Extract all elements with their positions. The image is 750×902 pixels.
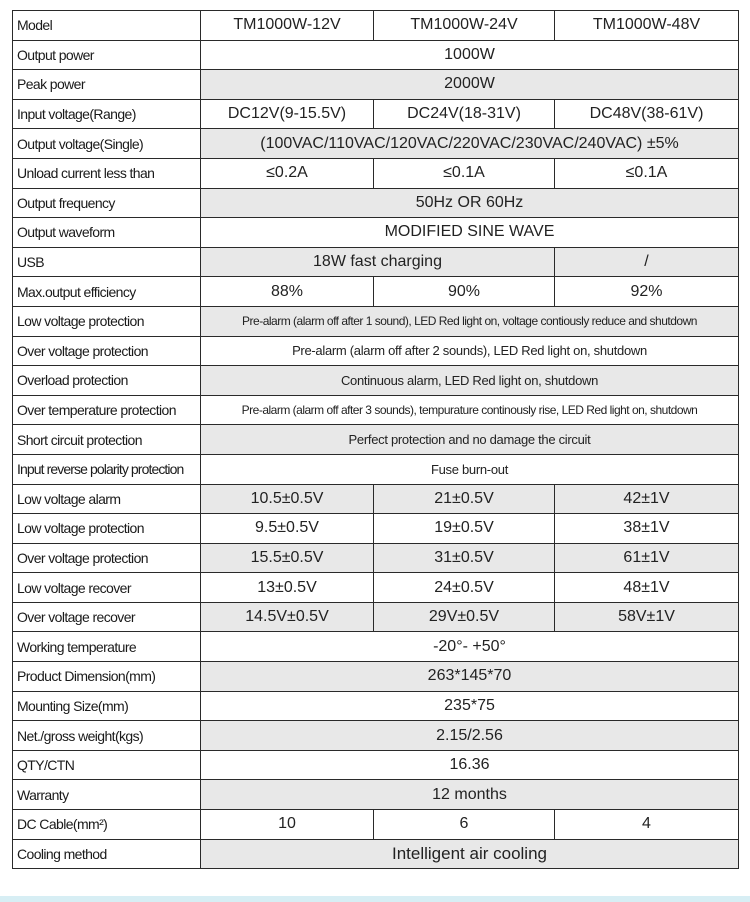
value-cell: 263*145*70: [201, 662, 739, 692]
table-row: [13, 750, 739, 780]
value-cell: 16.36: [201, 750, 739, 780]
value-cell: 13±0.5V: [201, 573, 374, 603]
value-cell: 90%: [374, 277, 555, 307]
value-cell: 21±0.5V: [374, 484, 555, 514]
value-cell: Pre-alarm (alarm off after 1 sound), LED Red light on, voltage contiously reduce and shutdown: [201, 306, 739, 336]
table-row: [13, 543, 739, 573]
table-row: [13, 158, 739, 188]
row-label: Product Dimension(mm): [13, 662, 201, 692]
value-cell: Pre-alarm (alarm off after 2 sounds), LED Red light on, shutdown: [201, 336, 739, 366]
row-label: Short circuit protection: [13, 425, 201, 455]
row-label: Model: [13, 11, 201, 41]
table-row: [13, 188, 739, 218]
table-row: [13, 810, 739, 840]
table-row: [13, 395, 739, 425]
value-cell: 19±0.5V: [374, 514, 555, 544]
table-row: [13, 691, 739, 721]
value-cell: 61±1V: [555, 543, 739, 573]
value-cell: 50Hz OR 60Hz: [201, 188, 739, 218]
row-label: Output voltage(Single): [13, 129, 201, 159]
value-cell: 92%: [555, 277, 739, 307]
model-cell: TM1000W-12V: [201, 11, 374, 41]
value-cell: 6: [374, 810, 555, 840]
value-cell: 24±0.5V: [374, 573, 555, 603]
value-cell: Pre-alarm (alarm off after 3 sounds), tempurature continously rise, LED Red light on, shutdown: [201, 395, 739, 425]
value-cell: ≤0.1A: [555, 158, 739, 188]
value-cell: DC48V(38-61V): [555, 99, 739, 129]
row-label: Overload protection: [13, 366, 201, 396]
row-label: Over temperature protection: [13, 395, 201, 425]
value-cell: 10.5±0.5V: [201, 484, 374, 514]
value-cell: ≤0.2A: [201, 158, 374, 188]
row-label: Net./gross weight(kgs): [13, 721, 201, 751]
model-cell: TM1000W-24V: [374, 11, 555, 41]
row-label: Input reverse polarity protection: [13, 454, 201, 484]
value-cell: Perfect protection and no damage the circuit: [201, 425, 739, 455]
value-cell: 9.5±0.5V: [201, 514, 374, 544]
row-label: Low voltage alarm: [13, 484, 201, 514]
table-row: [13, 662, 739, 692]
table-row: [13, 11, 739, 41]
value-cell: DC24V(18-31V): [374, 99, 555, 129]
row-label: Over voltage protection: [13, 543, 201, 573]
table-row: [13, 40, 739, 70]
value-cell: Intelligent air cooling: [201, 839, 739, 869]
value-cell: 2.15/2.56: [201, 721, 739, 751]
table-row: [13, 721, 739, 751]
value-cell: 38±1V: [555, 514, 739, 544]
row-label: Unload current less than: [13, 158, 201, 188]
value-cell: 10: [201, 810, 374, 840]
value-cell: DC12V(9-15.5V): [201, 99, 374, 129]
row-label: Mounting Size(mm): [13, 691, 201, 721]
row-label: Output power: [13, 40, 201, 70]
value-cell: MODIFIED SINE WAVE: [201, 218, 739, 248]
value-cell: 14.5V±0.5V: [201, 602, 374, 632]
model-cell: TM1000W-48V: [555, 11, 739, 41]
table-row: [13, 780, 739, 810]
table-row: [13, 277, 739, 307]
row-label: QTY/CTN: [13, 750, 201, 780]
table-row: [13, 425, 739, 455]
row-label: Input voltage(Range): [13, 99, 201, 129]
row-label: DC Cable(mm²): [13, 810, 201, 840]
row-label: Working temperature: [13, 632, 201, 662]
row-label: Peak power: [13, 70, 201, 100]
value-cell: 235*75: [201, 691, 739, 721]
value-cell: Continuous alarm, LED Red light on, shutdown: [201, 366, 739, 396]
value-cell: 12 months: [201, 780, 739, 810]
value-cell: /: [555, 247, 739, 277]
value-cell: 42±1V: [555, 484, 739, 514]
value-cell: -20°- +50°: [201, 632, 739, 662]
row-label: Low voltage recover: [13, 573, 201, 603]
row-label: Low voltage protection: [13, 306, 201, 336]
table-row: [13, 454, 739, 484]
row-label: Low voltage protection: [13, 514, 201, 544]
value-cell: 1000W: [201, 40, 739, 70]
table-row: [13, 602, 739, 632]
table-row: [13, 573, 739, 603]
table-row: [13, 218, 739, 248]
table-row: [13, 366, 739, 396]
value-cell: 29V±0.5V: [374, 602, 555, 632]
value-cell: 48±1V: [555, 573, 739, 603]
row-label: Cooling method: [13, 839, 201, 869]
table-row: [13, 306, 739, 336]
table-row: [13, 632, 739, 662]
row-label: USB: [13, 247, 201, 277]
table-row: [13, 336, 739, 366]
value-cell: 31±0.5V: [374, 543, 555, 573]
table-row: [13, 514, 739, 544]
bottom-accent-bar: [0, 896, 750, 902]
row-label: Over voltage recover: [13, 602, 201, 632]
value-cell: 15.5±0.5V: [201, 543, 374, 573]
value-cell: (100VAC/110VAC/120VAC/220VAC/230VAC/240VAC) ±5%: [201, 129, 739, 159]
table-row: [13, 484, 739, 514]
spec-table: [12, 10, 739, 869]
value-cell: 2000W: [201, 70, 739, 100]
value-cell: 58V±1V: [555, 602, 739, 632]
value-cell: Fuse burn-out: [201, 454, 739, 484]
row-label: Output waveform: [13, 218, 201, 248]
table-row: [13, 247, 739, 277]
value-cell: 88%: [201, 277, 374, 307]
table-row: [13, 839, 739, 869]
row-label: Max.output efficiency: [13, 277, 201, 307]
table-row: [13, 99, 739, 129]
row-label: Over voltage protection: [13, 336, 201, 366]
row-label: Output frequency: [13, 188, 201, 218]
table-row: [13, 129, 739, 159]
value-cell: 4: [555, 810, 739, 840]
table-row: [13, 70, 739, 100]
value-cell: ≤0.1A: [374, 158, 555, 188]
value-cell: 18W fast charging: [201, 247, 555, 277]
row-label: Warranty: [13, 780, 201, 810]
